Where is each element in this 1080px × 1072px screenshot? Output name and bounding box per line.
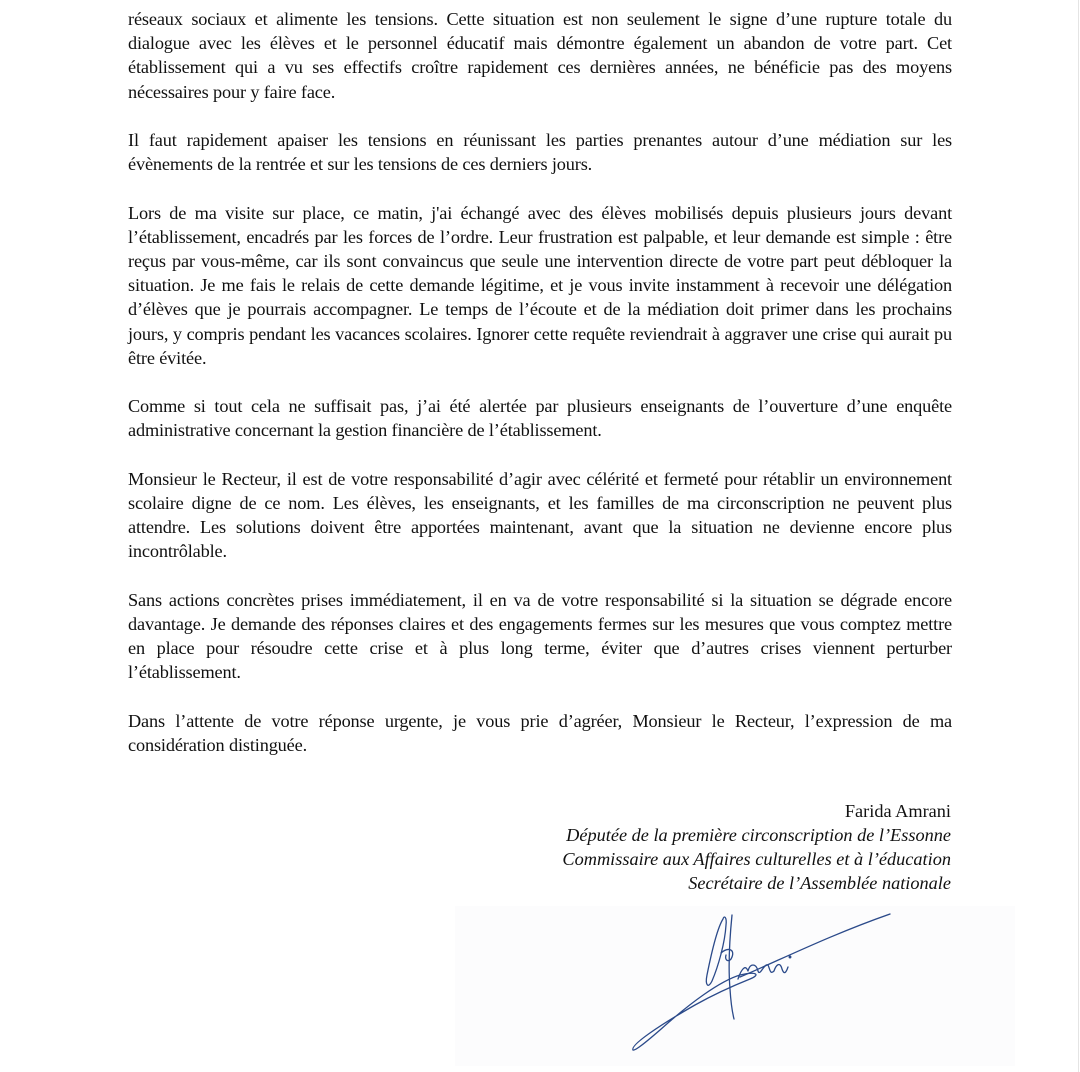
signatory-role-2: Commissaire aux Affaires culturelles et à l’éducation: [562, 849, 951, 869]
letter-body: [128, 7, 952, 781]
paragraph-closing: Dans l’attente de votre réponse urgente, je vous prie d’agréer, Monsieur le Recteur, l’expression de ma considération distinguée.: [128, 710, 952, 755]
page-edge: [1078, 0, 1079, 1072]
paragraph-3: Lors de ma visite sur place, ce matin, j'ai échangé avec des élèves mobilisés depuis plusieurs jours devant l’établissement, encadrés par les forces de l’ordre. Leur frustration est palpable, et leur demande est simple : être reçus par vous-même, car ils sont convaincus que seule une intervention directe de votre part peut débloquer la situation. Je me fais le relais de cette demande légitime, et je vous invite instamment à recevoir une délégation d’élèves que je pourrais accompagner. Le temps de l’écoute et de la médiation doit primer dans les prochains jours, y compris pendant les vacances scolaires. Ignorer cette requête reviendrait à aggraver une crise qui aurait pu être évitée.: [128, 202, 952, 368]
paragraph-5: Monsieur le Recteur, il est de votre responsabilité d’agir avec célérité et fermeté pour rétablir un environnement scolaire digne de ce nom. Les élèves, les enseignants, et les familles de ma circonscription ne peuvent plus attendre. Les solutions doivent être apportées maintenant, avant que la situation ne devienne encore plus incontrôlable.: [128, 468, 952, 562]
paragraph-6: Sans actions concrètes prises immédiatement, il en va de votre responsabilité si la situation se dégrade encore davantage. Je demande des réponses claires et des engagements fermes sur les mesures que vous comptez mettre en place pour résoudre cette crise et à plus long terme, éviter que d’autres crises viennent perturber l’établissement.: [128, 589, 952, 683]
signatory-name: Farida Amrani: [844, 801, 951, 821]
handwritten-signature-icon: [600, 905, 920, 1065]
signatory-role-3: Secrétaire de l’Assemblée nationale: [688, 873, 951, 893]
paragraph-2: Il faut rapidement apaiser les tensions en réunissant les parties prenantes autour d’une médiation sur les évènements de la rentrée et sur les tensions de ces derniers jours.: [128, 130, 952, 175]
paragraph-4: Comme si tout cela ne suffisait pas, j’ai été alertée par plusieurs enseignants de l’ouverture d’une enquête administrative concernant la gestion financière de l’établissement.: [128, 396, 952, 441]
paragraph-1: réseaux sociaux et alimente les tensions. Cette situation est non seulement le signe d’une rupture totale du dialogue avec les élèves et le personnel éducatif mais démontre également un abandon de votre part. Cet établissement qui a vu ses effectifs croître rapidement ces dernières années, ne bénéficie pas des moyens nécessaires pour y faire face.: [128, 9, 952, 102]
signature-block: [562, 799, 951, 895]
signatory-role-1: Députée de la première circonscription de l’Essonne: [566, 825, 951, 845]
